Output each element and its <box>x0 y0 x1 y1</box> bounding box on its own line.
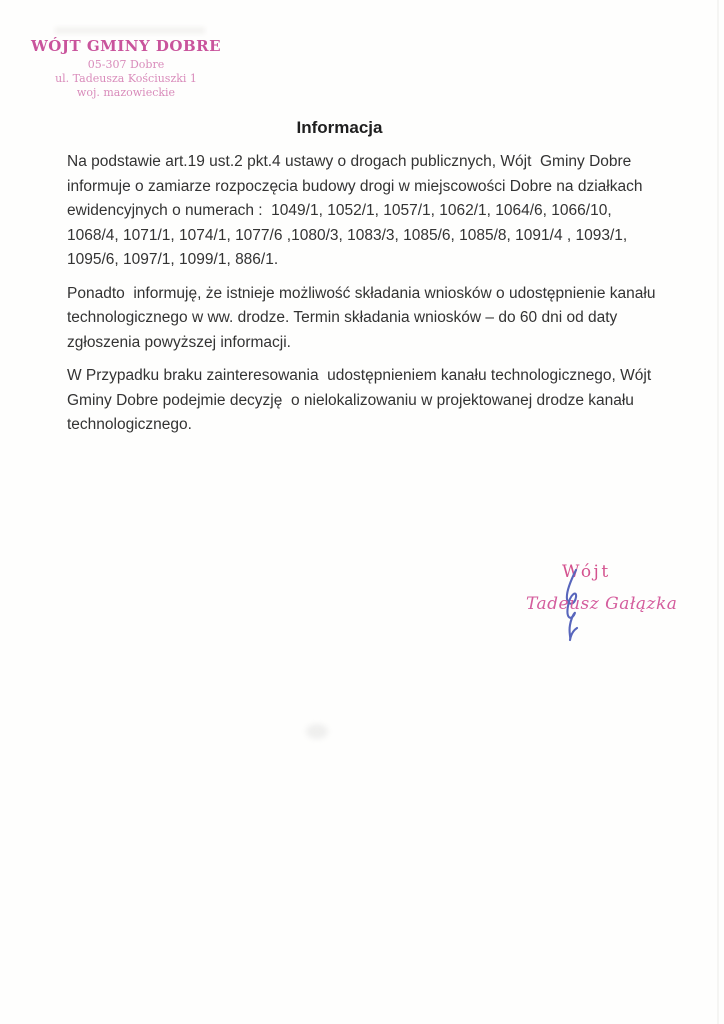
sender-stamp-title: WÓJT GMINY DOBRE <box>30 37 222 55</box>
paragraph-channel-applications: Ponadto informuję, że istnieje możliwość składania wniosków o udostępnienie kanału technologicznego w ww. drodze. Termin składania wniosków – do 60 dni od daty zgłoszenia powyższej informacji. <box>67 284 660 351</box>
scan-artifact-top <box>55 27 205 34</box>
document-title: Informacja <box>296 118 383 137</box>
scan-artifact-middle <box>306 724 328 739</box>
signature-name: Tadeusz Gałązka <box>526 594 678 614</box>
signature-role: Wójt <box>562 562 611 582</box>
sender-stamp-postal-line: 05-307 Dobre <box>87 58 165 71</box>
sender-stamp-voivodeship-line: woj. mazowieckie <box>76 86 176 99</box>
sender-stamp <box>28 37 224 100</box>
paragraph-legal-basis: Na podstawie art.19 ust.2 pkt.4 ustawy o drogach publicznych, Wójt Gminy Dobre informuje o zamiarze rozpoczęcia budowy drogi w miejscowości Dobre na działkach ewidencyjnych o numerach : 1049/1, 1052/1, 1057/1, 1062/1, 1064/6, 1066/10, 1068/4, 1071/1, 1074/1, 1077/6 ,1080/3, 1083/3, 1085/6, 1085/8, 1091/4 , 1093/1, 1095/6, 1097/1, 1099/1, 886/1. <box>67 153 652 268</box>
paragraph-no-interest-decision: W Przypadku braku zainteresowania udostępnieniem kanału technologicznego, Wójt Gminy Dobre podejmie decyzję o nielokalizowaniu w projektowanej drodze kanału technologicznego. <box>67 367 656 433</box>
sender-stamp-street-line: ul. Tadeusza Kościuszki 1 <box>55 72 197 85</box>
document-body <box>67 150 661 447</box>
scan-artifact-edge <box>717 0 719 1024</box>
signature-block <box>500 558 690 673</box>
